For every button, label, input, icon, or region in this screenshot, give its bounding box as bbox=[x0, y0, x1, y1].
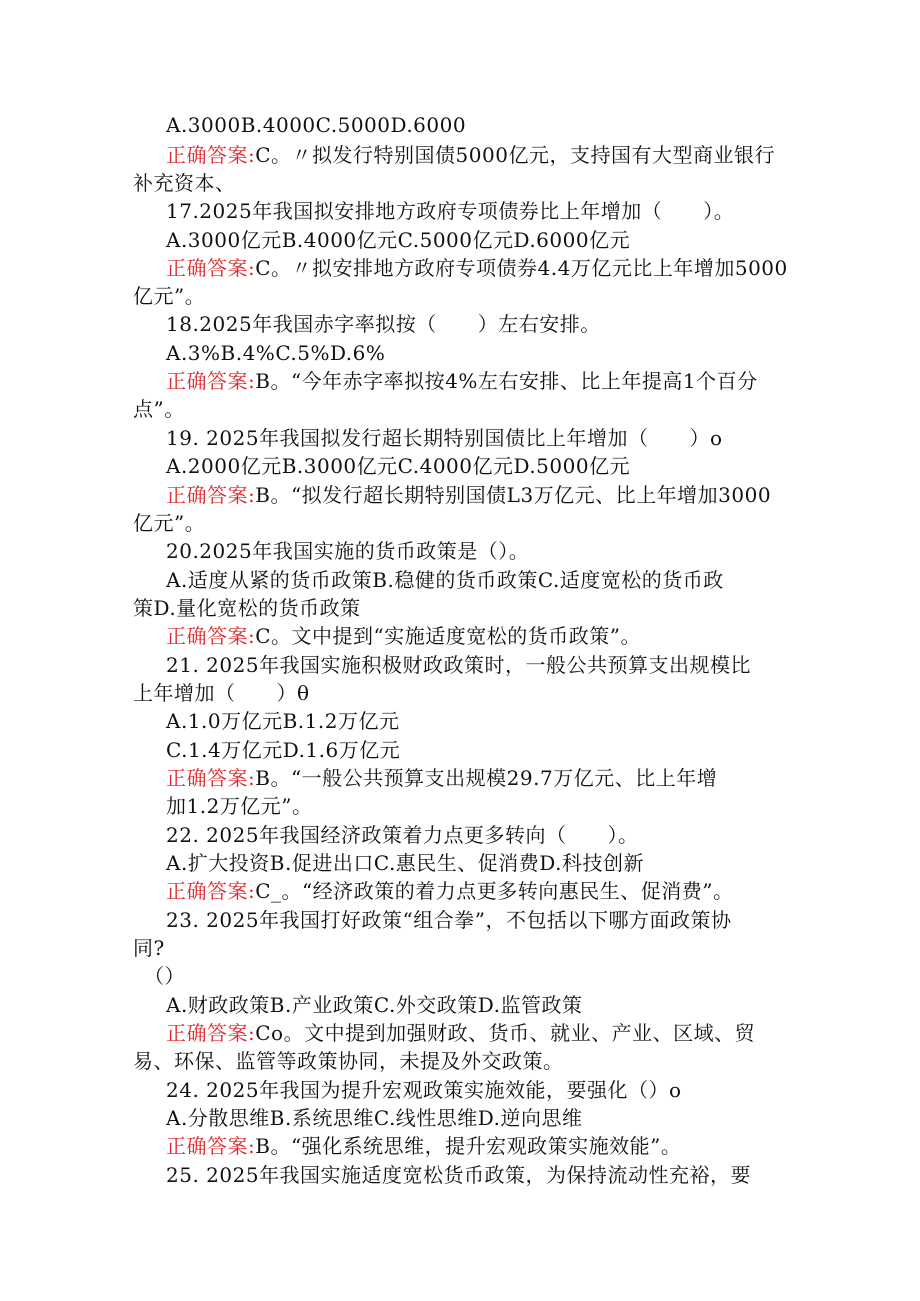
answer-label: 正确答案: bbox=[166, 879, 256, 903]
q18-question: 18.2025年我国赤字率拟按（ ）左右安排。 bbox=[166, 312, 601, 336]
answer-text: C。〃拟发行特别国债5000亿元，支持国有大型商业银行 bbox=[255, 143, 775, 167]
q20-answer bbox=[166, 622, 641, 650]
q20-question: 20.2025年我国实施的货币政策是（）。 bbox=[166, 539, 530, 563]
q24-question: 24. 2025年我国为提升宏观政策实施效能，要强化（）o bbox=[166, 1078, 682, 1102]
answer-text: B。“强化系统思维，提升宏观政策实施效能”。 bbox=[255, 1134, 682, 1158]
q23-options: A.财政政策B.产业政策C.外交政策D.监管政策 bbox=[166, 993, 583, 1017]
q22-answer bbox=[166, 877, 734, 905]
q17-answer bbox=[166, 254, 788, 282]
q22-options: A.扩大投资B.促进出口C.惠民生、促消费D.科技创新 bbox=[166, 851, 644, 875]
q21-question-cont: 上年增加（ ）θ bbox=[133, 681, 310, 705]
q23-answer-cont: 易、环保、监管等政策协同，未提及外交政策。 bbox=[133, 1049, 564, 1073]
answer-label: 正确答案: bbox=[166, 369, 256, 393]
q19-answer-cont: 亿元”。 bbox=[133, 511, 206, 535]
q23-blank: （） bbox=[144, 964, 185, 988]
q23-question-cont: 同? bbox=[133, 936, 165, 960]
answer-text: B。“拟发行超长期特别国债L3万亿元、比上年增加3000 bbox=[255, 483, 772, 507]
answer-text: B。“今年赤字率拟按4%左右安排、比上年提高1个百分 bbox=[255, 369, 758, 393]
q18-answer bbox=[166, 367, 758, 395]
q21-answer bbox=[166, 764, 717, 792]
answer-label: 正确答案: bbox=[166, 1134, 256, 1158]
answer-text: B。“一般公共预算支出规模29.7万亿元、比上年增 bbox=[255, 766, 718, 790]
q16-answer bbox=[166, 141, 775, 169]
answer-text: C_。“经济政策的着力点更多转向惠民生、促消费”。 bbox=[255, 879, 734, 903]
q21-options: A.1.0万亿元B.1.2万亿元 bbox=[166, 709, 400, 733]
q19-options: A.2000亿元B.3000亿元C.4000亿元D.5000亿元 bbox=[166, 454, 631, 478]
answer-label: 正确答案: bbox=[166, 766, 256, 790]
q21-answer-cont: 加1.2万亿元”。 bbox=[166, 794, 313, 818]
q19-answer bbox=[166, 481, 771, 509]
q24-options: A.分散思维B.系统思维C.线性思维D.逆向思维 bbox=[166, 1106, 583, 1130]
q21-question: 21. 2025年我国实施积极财政政策时，一般公共预算支出规模比 bbox=[166, 653, 752, 677]
q21-options-cont: C.1.4万亿元D.1.6万亿元 bbox=[166, 738, 401, 762]
q20-options-cont: 策D.量化宽松的货币政策 bbox=[133, 596, 361, 620]
q25-question: 25. 2025年我国实施适度宽松货币政策，为保持流动性充裕，要 bbox=[166, 1163, 752, 1187]
answer-label: 正确答案: bbox=[166, 624, 256, 648]
q17-options: A.3000亿元B.4000亿元C.5000亿元D.6000亿元 bbox=[166, 228, 631, 252]
q22-question: 22. 2025年我国经济政策着力点更多转向（ ）。 bbox=[166, 823, 639, 847]
answer-text: Co。文中提到加强财政、货币、就业、产业、区域、贸 bbox=[255, 1021, 756, 1045]
q23-answer bbox=[166, 1019, 755, 1047]
q16-answer-cont: 补充资本、 bbox=[133, 171, 236, 195]
q24-answer bbox=[166, 1132, 681, 1160]
q17-answer-cont: 亿元”。 bbox=[133, 284, 206, 308]
answer-label: 正确答案: bbox=[166, 483, 256, 507]
answer-text: C。〃拟安排地方政府专项债券4.4万亿元比上年增加5000 bbox=[255, 256, 788, 280]
q19-question: 19. 2025年我国拟发行超长期特别国债比上年增加（ ）o bbox=[166, 426, 723, 450]
q20-options: A.适度从紧的货币政策B.稳健的货币政策C.适度宽松的货币政 bbox=[166, 568, 724, 592]
q17-question: 17.2025年我国拟安排地方政府专项债券比上年增加（ ）。 bbox=[166, 199, 735, 223]
answer-text: C。文中提到“实施适度宽松的货币政策”。 bbox=[255, 624, 642, 648]
answer-label: 正确答案: bbox=[166, 256, 256, 280]
answer-label: 正确答案: bbox=[166, 143, 256, 167]
q18-answer-cont: 点”。 bbox=[133, 397, 185, 421]
answer-label: 正确答案: bbox=[166, 1021, 256, 1045]
q23-question: 23. 2025年我国打好政策“组合拳”，不包括以下哪方面政策协 bbox=[166, 908, 732, 932]
q18-options: A.3%B.4%C.5%D.6% bbox=[166, 341, 386, 365]
q16-options: A.3000B.4000C.5000D.6000 bbox=[166, 113, 467, 137]
